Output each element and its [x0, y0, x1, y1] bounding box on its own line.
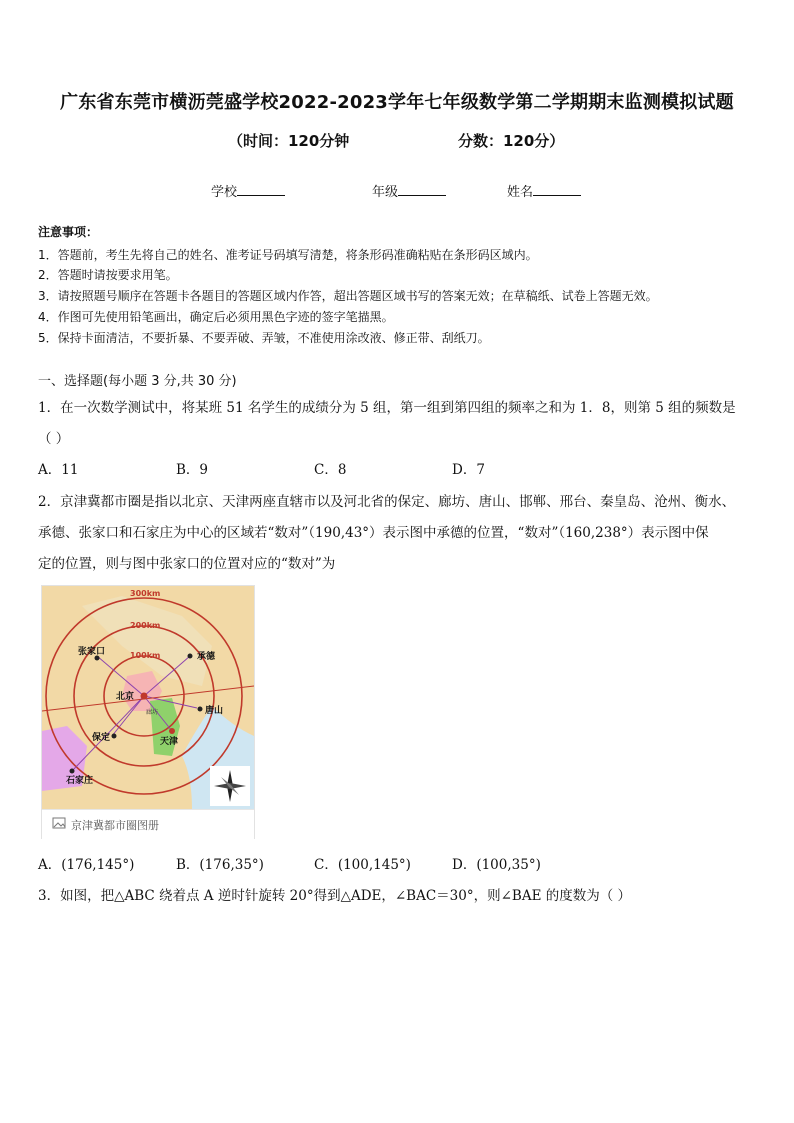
map-caption-text: 京津冀都市圈图册 — [71, 818, 159, 832]
city-shijiazhuang: 石家庄 — [66, 776, 94, 786]
q1-option-b[interactable]: B．9 — [176, 462, 209, 478]
question-2-line: 定的位置，则与图中张家口的位置对应的“数对”为 — [38, 556, 336, 572]
notice-item: 3．请按照题号顺序在答题卡各题目的答题区域内作答，超出答题区域书写的答案无效；在草稿纸、试卷上答题无效。 — [38, 289, 658, 303]
name-label: 姓名 — [507, 185, 534, 200]
q2-option-b[interactable]: B．(176,35°) — [176, 857, 264, 873]
name-field — [507, 181, 581, 200]
notice-item: 5．保持卡面清洁，不要折暴、不要弄破、弄皱，不准使用涂改液、修正带、刮纸刀。 — [38, 331, 490, 345]
exam-time: （时间：120分钟 — [228, 132, 350, 150]
map-figure — [41, 585, 255, 839]
question-3-line: 3．如图，把△ABC 绕着点 A 逆时针旋转 20°得到△ADE，∠BAC＝30°，则∠BAE 的度数为（ ） — [38, 888, 632, 904]
q1-option-d[interactable]: D．7 — [452, 462, 485, 478]
ring-label-200: 200km — [130, 621, 161, 630]
city-zhangjiakou: 张家口 — [78, 647, 106, 657]
question-2-line: 承德、张家口和石家庄为中心的区域若“数对”（190,43°）表示图中承德的位置，“数对”（160,238°）表示图中保 — [38, 525, 709, 541]
city-langfang: 廊坊 — [146, 709, 159, 716]
school-field — [211, 181, 285, 200]
school-label: 学校 — [211, 185, 238, 200]
notice-heading: 注意事项： — [38, 225, 99, 239]
question-2-line: 2．京津冀都市圈是指以北京、天津两座直辖市以及河北省的保定、廊坊、唐山、邯郸、邢台、秦皇岛、沧州、衡水、 — [38, 494, 736, 510]
grade-blank[interactable] — [398, 183, 446, 196]
q1-option-a[interactable]: A．11 — [38, 462, 79, 478]
q2-option-c[interactable]: C．(100,145°) — [314, 857, 411, 873]
grade-field — [372, 181, 446, 200]
exam-score: 分数：120分） — [458, 132, 565, 150]
notice-item: 2．答题时请按要求用笔。 — [38, 268, 178, 282]
map-image — [42, 586, 254, 809]
city-tianjin: 天津 — [160, 737, 179, 747]
q1-option-c[interactable]: C．8 — [314, 462, 347, 478]
city-baoding: 保定 — [92, 733, 111, 743]
notice-item: 1．答题前，考生先将自己的姓名、准考证号码填写清楚，将条形码准确粘贴在条形码区域内。 — [38, 248, 538, 262]
section-heading: 一、选择题(每小题 3 分,共 30 分) — [38, 374, 237, 389]
city-chengde: 承德 — [197, 652, 216, 662]
q2-option-a[interactable]: A．(176,145°) — [38, 857, 135, 873]
ring-label-100: 100km — [130, 651, 161, 660]
city-beijing: 北京 — [116, 692, 135, 702]
school-blank[interactable] — [237, 183, 285, 196]
grade-label: 年级 — [372, 185, 399, 200]
question-1-line: （ ） — [38, 431, 70, 447]
city-tangshan: 唐山 — [205, 706, 224, 716]
exam-title: 广东省东莞市横沥莞盛学校2022-2023学年七年级数学第二学期期末监测模拟试题 — [60, 92, 734, 113]
compass-icon — [210, 766, 250, 806]
map-caption — [42, 809, 254, 839]
image-icon — [52, 817, 66, 832]
question-1-line: 1．在一次数学测试中，将某班 51 名学生的成绩分为 5 组，第一组到第四组的频率之和为 1．8，则第 5 组的频数是 — [38, 400, 736, 416]
notice-item: 4．作图可先使用铅笔画出，确定后必须用黑色字迹的签字笔描黑。 — [38, 310, 394, 324]
ring-label-300: 300km — [130, 589, 161, 598]
q2-option-d[interactable]: D．(100,35°) — [452, 857, 541, 873]
name-blank[interactable] — [533, 183, 581, 196]
